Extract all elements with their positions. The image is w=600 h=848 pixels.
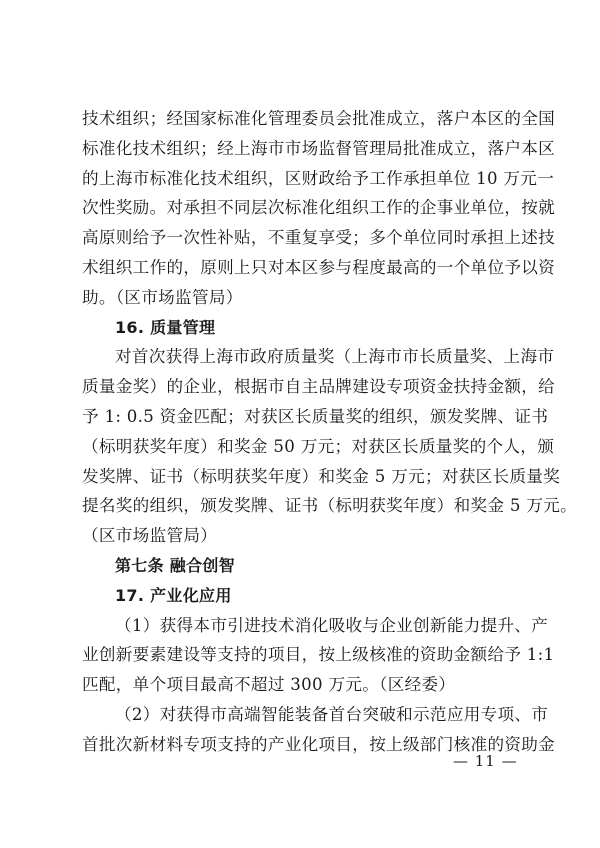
section-heading-17: 17. 产业化应用 <box>115 585 232 605</box>
text-line: 高原则给予一次性补贴，不重复享受；多个单位同时承担上述技 <box>82 228 556 248</box>
text-line: 匹配，单个项目最高不超过 300 万元。（区经委） <box>82 675 456 695</box>
text-line: 首批次新材料专项支持的产业化项目，按上级部门核准的资助金 <box>82 734 556 754</box>
text-line: 助。（区市场监管局） <box>82 287 243 307</box>
page-number: — 11 — <box>453 752 518 770</box>
text-line: 的上海市标准化技术组织，区财政给予工作承担单位 10 万元一 <box>82 168 555 188</box>
paragraph-17-1 <box>82 611 555 700</box>
text-line: （区市场监管局） <box>82 526 218 546</box>
text-line: （标明获奖年度）和奖金 50 万元；对获区长质量奖的个人，颁 <box>82 436 555 456</box>
text-line: 术组织工作的，原则上只对本区参与程度最高的一个单位予以资 <box>82 257 556 277</box>
text-line: 质量金奖）的企业，根据市自主品牌建设专项资金扶持金额，给 <box>82 377 556 397</box>
paragraph-17-2 <box>82 700 556 760</box>
text-line: 发奖牌、证书（标明获奖年度）和奖金 5 万元；对获区长质量奖 <box>82 466 561 486</box>
text-line: （1）获得本市引进技术消化吸收与企业创新能力提升、产 <box>115 615 549 635</box>
text-line: 技术组织；经国家标准化管理委员会批准成立，落户本区的全国 <box>82 109 556 128</box>
text-line: 对首次获得上海市政府质量奖（上海市市长质量奖、上海市 <box>115 347 555 367</box>
text-line: （2）对获得市高端智能装备首台突破和示范应用专项、市 <box>115 704 549 724</box>
text-line: 业创新要素建设等支持的项目，按上级核准的资助金额给予 1:1 <box>82 645 555 665</box>
text-line: 次性奖励。对承担不同层次标准化组织工作的企事业单位，按就 <box>82 198 556 218</box>
paragraph-quality-management <box>82 342 578 551</box>
section-heading-16: 16. 质量管理 <box>115 317 216 337</box>
document-page <box>82 104 578 760</box>
text-line: 提名奖的组织，颁发奖牌、证书（标明获奖年度）和奖金 5 万元。 <box>82 496 578 516</box>
text-line: 予 1: 0.5 资金匹配；对获区长质量奖的组织，颁发奖牌、证书 <box>82 406 549 426</box>
text-line: 标准化技术组织；经上海市市场监督管理局批准成立，落户本区 <box>82 138 556 158</box>
paragraph-continued <box>82 104 556 313</box>
article-heading-7: 第七条 融合创智 <box>115 555 235 575</box>
